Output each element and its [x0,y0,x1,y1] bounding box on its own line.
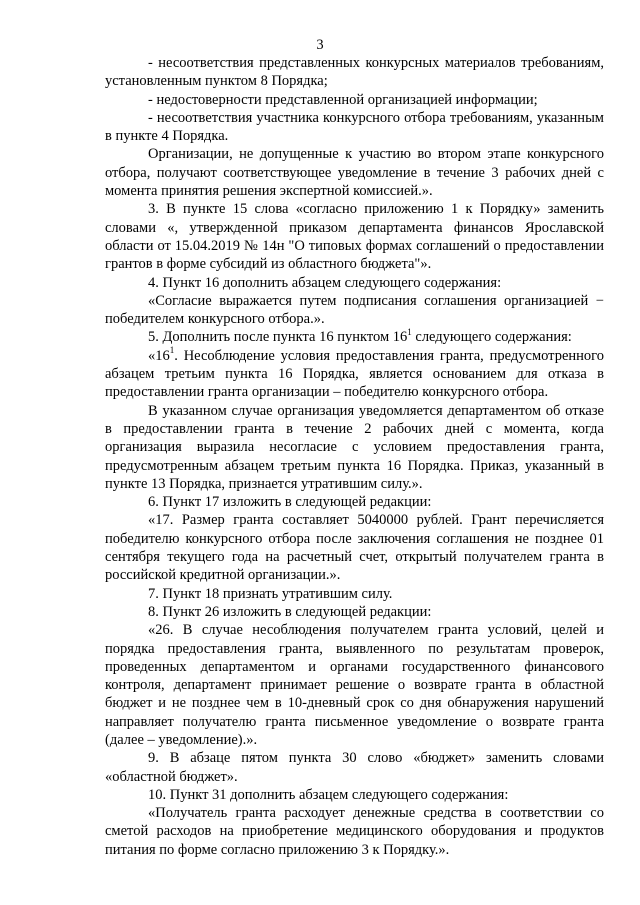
paragraph-point-4: 4. Пункт 16 дополнить абзацем следующего содержания: [148,274,502,291]
superscript: 1 [169,344,175,355]
paragraph-point-9: 9. В абзаце пятом пункта 30 слово «бюджет» заменить словами «областной бюджет». [105,750,604,785]
document-body [105,54,604,859]
paragraph-point-5: 5. Дополнить после пункта 16 пунктом $16^1$ следующего содержания: [148,326,572,346]
paragraph-refusal-notice: В указанном случае организация уведомляется департаментом об отказе в предоставлении гранта в течение 2 рабочих дней с момента, когда организация выразила несогласие с условием предоставления гранта, предусмотренным абзацем третьим пункта 16 Порядка. Приказ, указанный в пункте 13 Порядка, признается утратившим силу.». [105,402,604,492]
paragraph-item-1: - несоответствия представленных конкурсных материалов требованиям, установленным пунктом 8 Порядка; [105,55,604,90]
paragraph-item-3: - несоответствия участника конкурсного отбора требованиям, указанным в пункте 4 Порядка. [105,109,604,145]
paragraph-rejection-notice: Организации, не допущенные к участию во втором этапе конкурсного отбора, получают соответствующее уведомление в течение 3 рабочих дней с момента принятия решения экспертной комиссией.». [105,146,604,200]
paragraph-point-6: 6. Пункт 17 изложить в следующей редакции: [148,494,432,511]
page-number: 3 [316,37,324,53]
paragraph-grant-spending: «Получатель гранта расходует денежные средства в соответствии со сметой расходов на приобретение медицинского оборудования и продуктов питания по форме согласно приложению 3 к Порядку.». [105,805,604,858]
paragraph-point-16-1: «$16^1$. Несоблюдение условия предоставления гранта, предусмотренного абзацем третьим пункта 16 Порядка, является основанием для отказа в предоставлении гранта организации – победителю конкурсного отбора. [105,344,604,401]
paragraph-point-26: «26. В случае несоблюдения получателем гранта условий, целей и порядка предоставления гранта, выявленного по результатам проверок, проведенных департаментом и органами государственного финансового контроля, департамент принимает решение о возврате гранта в областной бюджет и не позднее чем в 10-дневный срок со дня обнаружения нарушений направляет получателю гранта письменное уведомление о возврате гранта (далее – уведомление).». [105,622,604,748]
paragraph-item-2: - недостоверности представленной организацией информации; [148,91,538,108]
paragraph-point-7: 7. Пункт 18 признать утратившим силу. [148,585,393,602]
paragraph-point-8: 8. Пункт 26 изложить в следующей редакции: [148,603,432,620]
paragraph-point-10: 10. Пункт 31 дополнить абзацем следующего содержания: [148,786,509,803]
paragraph-grant-size: «17. Размер гранта составляет 5040000 рублей. Грант перечисляется победителю конкурсного отбора после заключения соглашения не позднее 01 сентября текущего года на расчетный счет, открытый получателем гранта в российской кредитной организации.». [105,512,604,584]
paragraph-consent: «Согласие выражается путем подписания соглашения организацией − победителем конкурсного отбора.». [105,292,604,328]
paragraph-point-3: 3. В пункте 15 слова «согласно приложению 1 к Порядку» заменить словами «, утвержденной приказом департамента финансов Ярославской области от 15.04.2019 № 14н "О типовых формах соглашений о предоставлении грантов в форме субсидий из областного бюджета"». [105,201,604,273]
superscript: 1 [407,326,412,337]
